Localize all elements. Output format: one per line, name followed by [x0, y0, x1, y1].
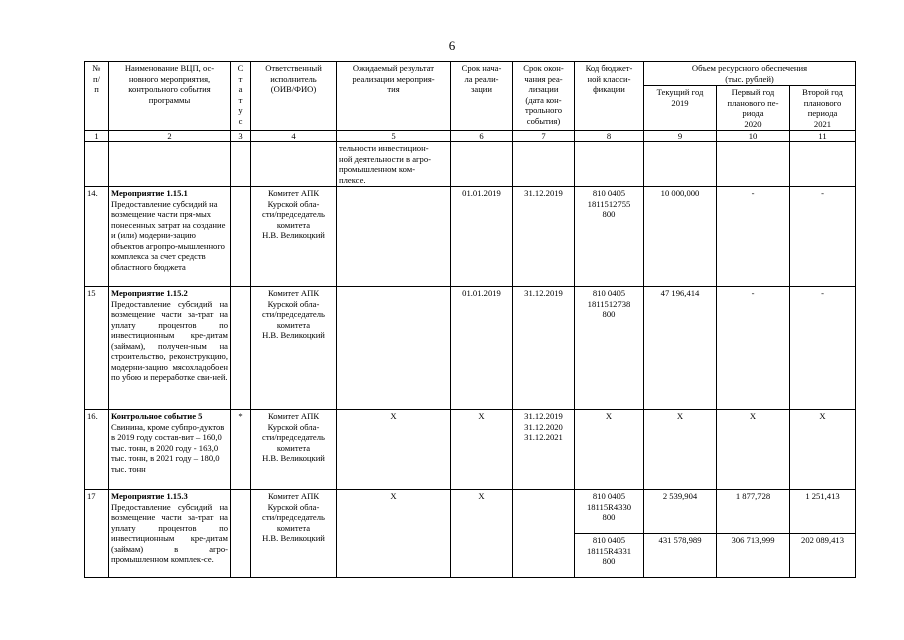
row-status: [231, 287, 251, 410]
row-result: [337, 187, 451, 287]
row-description: [109, 490, 231, 578]
header-executor: Ответственный исполнитель (ОИВ/ФИО): [251, 62, 337, 131]
row-description: [109, 287, 231, 410]
table-row-continuation: [85, 142, 856, 187]
row-end-date: 31.12.2019: [513, 287, 575, 410]
row-budget-code: 810 0405 18115R4330 800: [575, 490, 644, 534]
row-value-2020: 306 713,999: [717, 534, 790, 578]
row-value-2021: -: [790, 187, 856, 287]
continuation-result: тельности инвестицион- ной деятельности в агро- промышленном ком- плексе.: [337, 142, 451, 187]
header-status: С т а т у с: [231, 62, 251, 131]
column-number: 2: [109, 131, 231, 142]
header-row-1: [85, 62, 856, 86]
header-num: № п/ п: [85, 62, 109, 131]
row-executor: Комитет АПК Курской обла- сти/председатель комитета Н.В. Великоцкий: [251, 490, 337, 578]
row-number: 14.: [85, 187, 109, 287]
row-end-date: 31.12.2019 31.12.2020 31.12.2021: [513, 410, 575, 490]
row-status: *: [231, 410, 251, 490]
column-number: 10: [717, 131, 790, 142]
row-title: Мероприятие 1.15.2: [111, 288, 188, 298]
column-number: 8: [575, 131, 644, 142]
row-executor: Комитет АПК Курской обла- сти/председатель комитета Н.В. Великоцкий: [251, 187, 337, 287]
row-description: [109, 410, 231, 490]
row-value-2019: 431 578,989: [644, 534, 717, 578]
header-name: Наименование ВЦП, ос- новного мероприятия, контрольного события программы: [109, 62, 231, 131]
row-start-date: 01.01.2019: [451, 187, 513, 287]
row-value-2019: 2 539,904: [644, 490, 717, 534]
column-number: 4: [251, 131, 337, 142]
row-budget-code: 810 0405 1811512755 800: [575, 187, 644, 287]
row-value-2021: 1 251,413: [790, 490, 856, 534]
column-number: 7: [513, 131, 575, 142]
row-number: 17: [85, 490, 109, 578]
row-value-2020: -: [717, 287, 790, 410]
row-value-2019: Х: [644, 410, 717, 490]
row-result: Х: [337, 410, 451, 490]
column-number: 3: [231, 131, 251, 142]
table-row: [85, 187, 856, 287]
header-resource-group: Объем ресурсного обеспечения (тыс. рублей): [644, 62, 856, 86]
row-value-2021: 202 089,413: [790, 534, 856, 578]
row-title: Мероприятие 1.15.3: [111, 491, 188, 501]
row-value-2021: Х: [790, 410, 856, 490]
row-budget-code: 810 0405 1811512738 800: [575, 287, 644, 410]
row-executor: Комитет АПК Курской обла- сти/председатель комитета Н.В. Великоцкий: [251, 287, 337, 410]
row-budget-code: Х: [575, 410, 644, 490]
row-status: [231, 490, 251, 578]
row-description: [109, 187, 231, 287]
column-number: 1: [85, 131, 109, 142]
row-result: [337, 287, 451, 410]
column-number: 11: [790, 131, 856, 142]
row-value-2019: 47 196,414: [644, 287, 717, 410]
header-result: Ожидаемый результат реализации мероприя- тия: [337, 62, 451, 131]
header-start: Срок нача- ла реали- зации: [451, 62, 513, 131]
resource-plan-table: [84, 61, 856, 578]
row-title: Мероприятие 1.15.1: [111, 188, 188, 198]
row-start-date: Х: [451, 490, 513, 578]
row-end-date: [513, 490, 575, 578]
row-value-2020: Х: [717, 410, 790, 490]
row-text: Предоставление субсидий на возмещение части пря-мых понесенных затрат на создание и (или) модерни-зацию объектов агропро-мышленного комплекса за счет средств областного бюджета: [111, 198, 226, 272]
column-number-row: [85, 131, 856, 142]
row-value-2021: -: [790, 287, 856, 410]
table-row: [85, 287, 856, 410]
row-text: Свинина, кроме субпро-дуктов в 2019 году состав-вит – 160,0 тыс. тонн, в 2020 году - 163,0 тыс. тонн, в 2021 году – 180,0 тыс. тонн: [111, 421, 225, 474]
row-budget-code: 810 0405 18115R4331 800: [575, 534, 644, 578]
row-end-date: 31.12.2019: [513, 187, 575, 287]
header-year-2020: Первый год планового пе- риода 2020: [717, 86, 790, 131]
row-value-2020: 1 877,728: [717, 490, 790, 534]
row-result: Х: [337, 490, 451, 578]
header-budget-code: Код бюджет- ной класси- фикации: [575, 62, 644, 131]
row-text: Предоставление субсидий на возмещение части за-трат на уплату процентов по инвестиционным кре-дитам (займам), получен-ным на строительство, реконструкцию, модерни-зацию мясохладобоен по убою и переработке сви-ней.: [111, 298, 228, 382]
header-year-2021: Второй год планового периода 2021: [790, 86, 856, 131]
column-number: 5: [337, 131, 451, 142]
table-row: [85, 410, 856, 490]
page-number: 6: [448, 38, 456, 53]
row-title: Контрольное событие 5: [111, 411, 203, 421]
row-value-2019: 10 000,000: [644, 187, 717, 287]
column-number: 9: [644, 131, 717, 142]
header-end: Срок окон- чания реа- лизации (дата кон- трольного события): [513, 62, 575, 131]
row-value-2020: -: [717, 187, 790, 287]
row-start-date: Х: [451, 410, 513, 490]
row-number: 15: [85, 287, 109, 410]
table-row: [85, 490, 856, 534]
row-status: [231, 187, 251, 287]
header-year-2019: Текущий год 2019: [644, 86, 717, 131]
row-text: Предоставление субсидий на возмещение части за-трат на уплату процентов по инвестиционным кре-дитам (займам) в агро-промышленном комплек-се.: [111, 501, 228, 564]
row-start-date: 01.01.2019: [451, 287, 513, 410]
row-number: 16.: [85, 410, 109, 490]
row-executor: Комитет АПК Курской обла- сти/председатель комитета Н.В. Великоцкий: [251, 410, 337, 490]
column-number: 6: [451, 131, 513, 142]
